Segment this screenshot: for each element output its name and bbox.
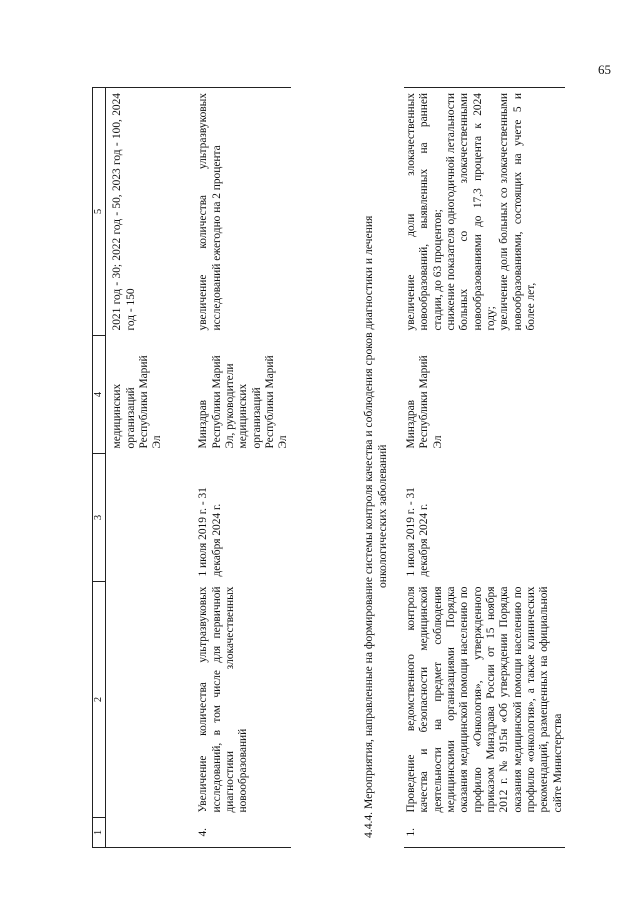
- cell-period: 1 июля 2019 г. - 31 декабря 2024 г.: [405, 487, 431, 577]
- measures-table-bottom: [404, 87, 565, 848]
- cell-executor: Минздрав Республики Марий Эл, руководители медицинских организаций Республики Марий Эл: [197, 355, 290, 449]
- cell-executor: Минздрав Республики Марий Эл: [405, 355, 444, 449]
- col-header-3: 3: [93, 454, 106, 582]
- cell-period: [106, 454, 192, 582]
- cell-measure: [106, 582, 192, 818]
- page-number: 65: [598, 62, 611, 77]
- col-header-2: 2: [93, 582, 106, 818]
- table-row: [106, 88, 192, 848]
- result-line: снижение показателя одногодичной летальности больных со злокачественными новообразованиями до 17,3 процента к 2024 году;: [445, 93, 498, 331]
- col-header-1: 1: [93, 818, 106, 848]
- col-header-5: 5: [93, 88, 106, 336]
- cell-measure: Увеличение количества ультразвуковых исследований, в том числе для первичной диагностики злокачественных новообразований: [197, 586, 250, 813]
- cell-period: 1 июля 2019 г. - 31 декабря 2024 г.: [197, 487, 223, 577]
- cell-measure: Проведение ведомственного контроля качества и безопасности медицинской деятельности на предмет соблюдения медицинскими организациями Порядка оказания медицинской помощи населению по профилю «Онкология», утвержденного приказом Минздрава России от 15 ноября 2012 г. № 915н «Об утверждении Порядка оказания медицинской помощи населению по профилю «онкология», а также клинических рекомендаций, размещенных на официальной сайте Министерства: [405, 586, 564, 813]
- cell-result: [404, 88, 565, 336]
- cell-result: увеличение количества ультразвуковых исследований ежегодно на 2 процента: [191, 88, 290, 336]
- table-row: [191, 88, 290, 848]
- section-title-line: онкологических заболеваний: [375, 444, 389, 588]
- measures-table-top: [92, 87, 291, 848]
- cell-number: 1.: [404, 818, 565, 848]
- result-line: увеличение доли больных со злокачественными новообразованиями, состоящих на учете 5 и более лет,: [498, 93, 538, 331]
- section-title: [362, 88, 389, 848]
- rotated-page-content: [92, 88, 572, 848]
- cell-number: 4.: [191, 818, 290, 848]
- cell-number: [106, 818, 192, 848]
- table-header-row: [93, 88, 106, 848]
- table-row: [404, 88, 565, 848]
- cell-result: 2021 год - 30; 2022 год - 50, 2023 год - 100, 2024 год - 150: [106, 88, 192, 336]
- cell-executor: медицинских организаций Республики Марий Эл: [111, 355, 164, 449]
- section-title-line: 4.4.4. Мероприятия, направленные на формирование системы контроля качества и соблюдения сроков диагностики и лечения: [362, 215, 375, 838]
- result-line: увеличение доли злокачественных новообразований, выявленных на ранней стадии, до 63 процентов;: [405, 93, 444, 331]
- col-header-4: 4: [93, 336, 106, 454]
